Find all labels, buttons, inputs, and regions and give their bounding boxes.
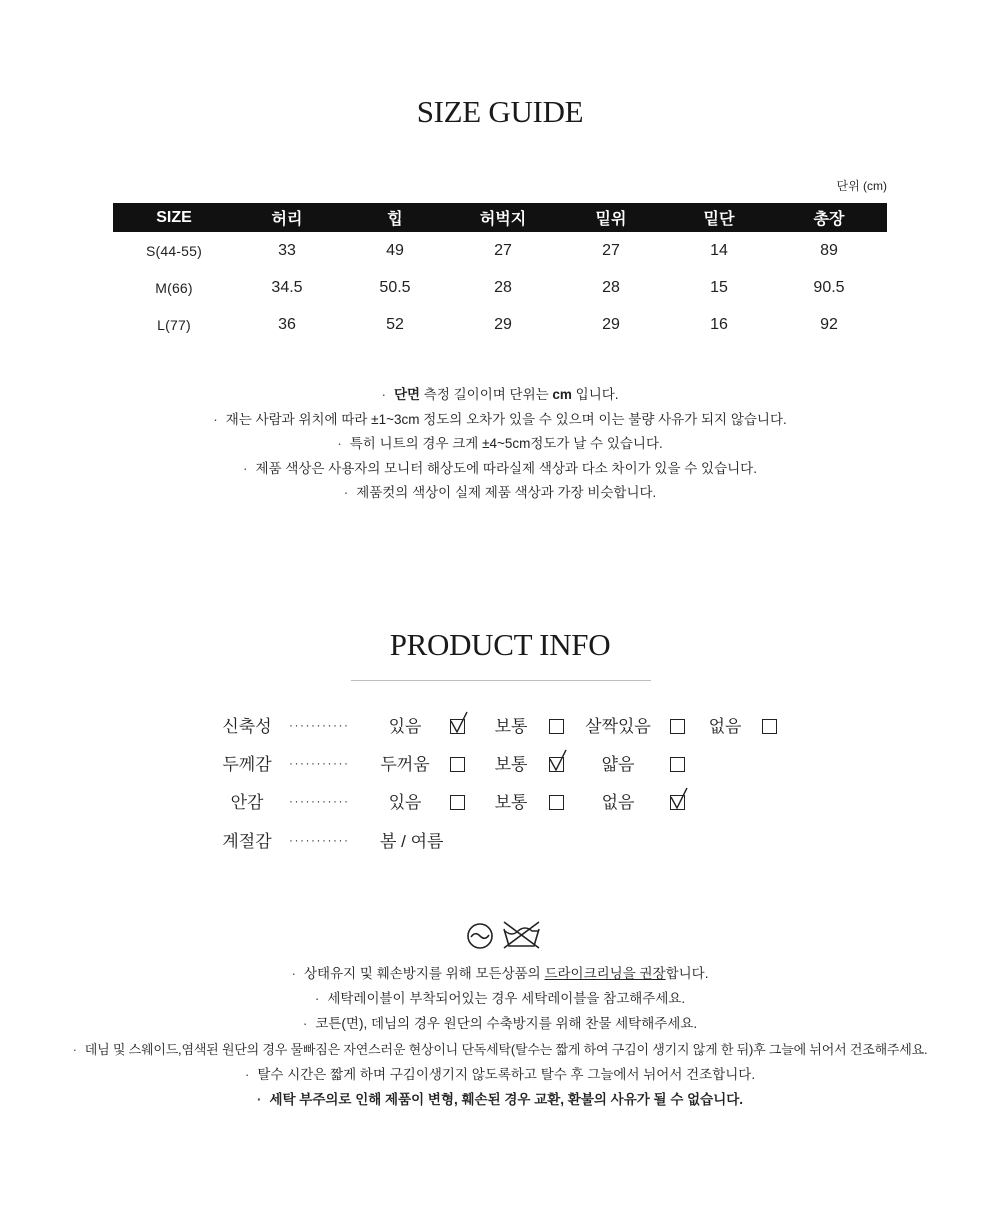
header-waist: 허리: [235, 203, 339, 232]
header-hip: 힙: [339, 203, 451, 232]
rise-cell: 29: [602, 315, 620, 333]
bullet: ·: [256, 1092, 262, 1108]
waist-cell: 36: [278, 315, 296, 333]
checkbox[interactable]: [450, 757, 465, 772]
size-cell: L(77): [157, 316, 191, 333]
leader-dots: ···········: [289, 756, 350, 770]
option-label: 보통: [494, 717, 528, 736]
bullet: ·: [302, 1016, 308, 1032]
waist-cell: 33: [278, 241, 296, 259]
checkbox[interactable]: [670, 757, 685, 772]
care-note-4-text: 데님 및 스웨이드,염색된 원단의 경우 물빠짐은 자연스러운 현상이니 단독세탁(탈수는 짧게 하여 구김이 생기지 않게 한 뒤)후 그늘에 뉘어서 건조해주세요.: [84, 1041, 928, 1057]
hem-cell: 16: [710, 315, 728, 333]
note-3-text: 특히 니트의 경우 크게 ±4~5cm정도가 날 수 있습니다.: [349, 436, 663, 452]
checkbox[interactable]: [549, 719, 564, 734]
note-5-text: 제품컷의 색상이 실제 제품 색상과 가장 비슷합니다.: [356, 485, 657, 501]
checkbox[interactable]: [762, 719, 777, 734]
thickness-label: 두께감: [222, 755, 272, 774]
care-note-2-text: 세탁레이블이 부착되어있는 경우 세탁레이블을 참고해주세요.: [327, 991, 686, 1007]
bullet: ·: [243, 460, 248, 476]
waist-cell: 34.5: [271, 278, 303, 296]
info-row-stretch: [0, 713, 1000, 741]
checkbox-checked[interactable]: [549, 757, 564, 772]
table-row: [113, 269, 887, 306]
check-mark-icon: [670, 787, 688, 811]
size-cell: M(66): [155, 279, 193, 296]
unit-label: 단위 (cm): [836, 179, 887, 193]
care-note-6-text: 세탁 부주의로 인해 제품이 변형, 훼손된 경우 교환, 환불의 사유가 될 수 없습니다.: [269, 1092, 744, 1108]
length-cell: 92: [820, 315, 838, 333]
hem-cell: 15: [710, 278, 728, 296]
season-label: 계절감: [222, 832, 272, 851]
leader-dots: ···········: [289, 833, 350, 847]
info-row-thickness: [0, 751, 1000, 779]
care-note-3-text: 코튼(면), 데님의 경우 원단의 수축방지를 위해 찬물 세탁해주세요.: [315, 1016, 698, 1032]
option-label: 있음: [388, 717, 422, 736]
care-icons: [466, 921, 540, 949]
care-note-3: [0, 1011, 1000, 1036]
size-table: [113, 203, 887, 343]
length-cell: 90.5: [813, 278, 845, 296]
bullet: ·: [337, 436, 342, 452]
leader-dots: ···········: [289, 718, 350, 732]
lining-label: 안감: [230, 793, 264, 812]
stretch-label: 신축성: [222, 717, 272, 736]
bullet: ·: [381, 387, 386, 402]
rise-cell: 28: [602, 278, 620, 296]
bullet: ·: [343, 485, 349, 501]
thigh-cell: 29: [494, 315, 512, 333]
leader-dots: ···········: [289, 794, 350, 808]
table-row: [113, 306, 887, 343]
hip-cell: 50.5: [379, 278, 411, 296]
rise-cell: 27: [602, 241, 620, 259]
option-label: 두꺼움: [380, 755, 430, 774]
hip-cell: 49: [386, 241, 404, 259]
checkbox[interactable]: [549, 795, 564, 810]
checkbox[interactable]: [670, 719, 685, 734]
note-1-bold-a: 단면: [393, 387, 421, 402]
check-mark-icon: [450, 711, 468, 735]
note-1-end: 입니다.: [571, 387, 619, 402]
header-hem: 밑단: [667, 203, 771, 232]
checkbox-checked[interactable]: [670, 795, 685, 810]
option-label: 얇음: [601, 755, 635, 774]
checkbox[interactable]: [450, 795, 465, 810]
option-label: 보통: [494, 755, 528, 774]
table-row: [113, 232, 887, 269]
product-info-title: PRODUCT INFO: [389, 627, 611, 662]
care-note-4: [0, 1037, 1000, 1062]
bullet: ·: [314, 991, 320, 1007]
header-rise: 밑위: [555, 203, 667, 232]
option-label: 있음: [388, 793, 422, 812]
option-label: 살짝있음: [585, 717, 651, 736]
care-note-1: [0, 961, 1000, 986]
hem-cell: 14: [710, 241, 728, 259]
care-note-5: [0, 1062, 1000, 1087]
care-note-1-underline: 드라이크리닝을 권장: [544, 966, 666, 981]
note-3: [0, 432, 1000, 457]
bullet: ·: [244, 1066, 250, 1082]
bullet: ·: [291, 966, 297, 981]
info-row-lining: [0, 789, 1000, 817]
season-value: 봄 / 여름: [380, 832, 444, 851]
note-5: [0, 481, 1000, 506]
thigh-cell: 28: [494, 278, 512, 296]
size-cell: S(44-55): [145, 242, 203, 259]
measurement-notes: [0, 383, 1000, 506]
option-label: 없음: [601, 793, 635, 812]
bullet: ·: [213, 411, 218, 427]
option-label: 보통: [494, 793, 528, 812]
info-row-season: [0, 828, 1000, 856]
checkbox-checked[interactable]: [450, 719, 465, 734]
note-1-mid: 측정 길이이며 단위는: [420, 387, 553, 402]
care-note-6: [0, 1087, 1000, 1112]
care-note-1-a: 상태유지 및 훼손방지를 위해 모든상품의: [304, 966, 545, 981]
size-guide-title: SIZE GUIDE: [416, 94, 584, 129]
title-divider: [351, 680, 651, 681]
thigh-cell: 27: [494, 241, 512, 259]
note-4-text: 제품 색상은 사용자의 모니터 해상도에 따라실제 색상과 다소 차이가 있을 수 있습니다.: [255, 460, 757, 476]
no-wash-icon: [504, 922, 539, 948]
length-cell: 89: [820, 241, 838, 259]
care-note-1-b: 합니다.: [665, 966, 709, 981]
bullet: ·: [72, 1041, 77, 1057]
note-2-text: 재는 사람과 위치에 따라 ±1~3cm 정도의 오차가 있을 수 있으며 이는 불량 사유가 되지 않습니다.: [225, 411, 787, 427]
care-notes: [0, 961, 1000, 1112]
dry-clean-icon: [468, 924, 492, 948]
note-4: [0, 457, 1000, 482]
note-1-bold-b: cm: [552, 387, 572, 402]
size-table-header: [113, 203, 887, 232]
header-length: 총장: [771, 203, 887, 232]
hip-cell: 52: [386, 315, 404, 333]
check-mark-icon: [549, 749, 567, 773]
header-size: SIZE: [113, 203, 235, 232]
option-label: 없음: [708, 717, 742, 736]
care-note-5-text: 탈수 시간은 짧게 하며 구김이생기지 않도록하고 탈수 후 그늘에서 뉘어서 건조합니다.: [257, 1066, 756, 1082]
note-2: [0, 408, 1000, 433]
care-note-2: [0, 986, 1000, 1011]
note-1: [0, 383, 1000, 408]
header-thigh: 허벅지: [451, 203, 555, 232]
